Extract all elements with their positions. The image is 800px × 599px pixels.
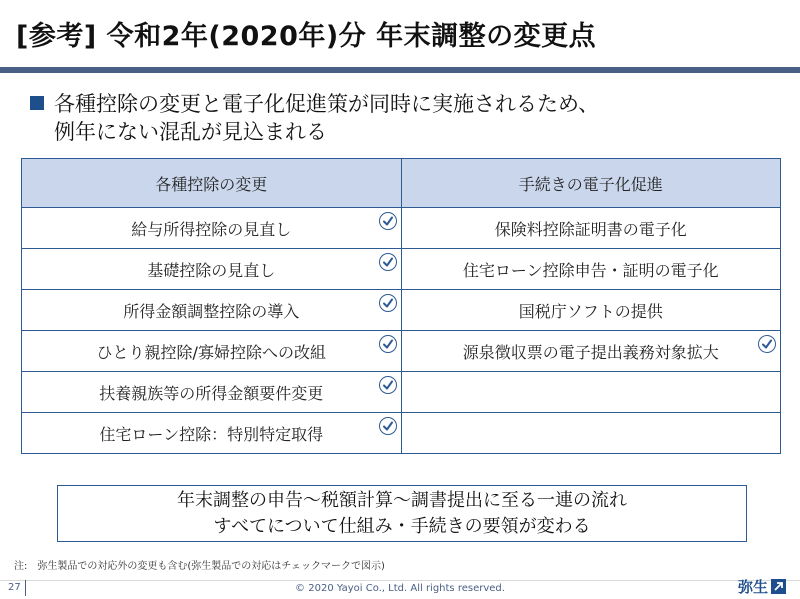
deduction-change-cell xyxy=(22,372,402,412)
deduction-change-cell xyxy=(22,249,402,289)
bullet-line-1: 各種控除の変更と電子化促進策が同時に実施されるため、 xyxy=(54,92,600,116)
digitalization-cell xyxy=(402,208,781,248)
header-deduction-changes: 各種控除の変更 xyxy=(22,159,402,207)
check-circle-icon xyxy=(379,335,397,353)
table-row xyxy=(22,330,780,371)
footer-divider xyxy=(0,580,800,581)
footnote-label: 注: xyxy=(14,561,28,572)
page-number: 27 xyxy=(8,582,21,593)
table-header-row xyxy=(22,159,780,207)
check-circle-icon xyxy=(379,294,397,312)
bullet-point xyxy=(30,90,774,146)
yayoi-logo xyxy=(738,576,786,597)
summary-box xyxy=(57,485,747,542)
slide-title: [参考] 令和2年(2020年)分 年末調整の変更点 xyxy=(16,21,597,52)
table-row xyxy=(22,289,780,330)
yayoi-logo-icon xyxy=(771,579,786,594)
digitalization-cell xyxy=(402,290,781,330)
title-divider xyxy=(0,67,800,73)
table-body xyxy=(22,207,780,453)
cell-text: 住宅ローン控除：特別特定取得 xyxy=(99,424,324,444)
check-circle-icon xyxy=(379,212,397,230)
deduction-change-cell xyxy=(22,208,402,248)
bullet-line-2: 例年にない混乱が見込まれる xyxy=(54,120,327,144)
check-circle-icon xyxy=(758,335,776,353)
cell-text: 保険料控除証明書の電子化 xyxy=(494,219,687,239)
check-circle-icon xyxy=(379,376,397,394)
copyright: © 2020 Yayoi Co., Ltd. All rights reserved. xyxy=(295,583,505,594)
cell-text: 住宅ローン控除申告・証明の電子化 xyxy=(462,260,719,280)
bullet-text xyxy=(54,90,774,146)
table-row xyxy=(22,207,780,248)
cell-text: 国税庁ソフトの提供 xyxy=(518,301,663,321)
cell-text: 基礎控除の見直し xyxy=(147,260,276,280)
digitalization-cell xyxy=(402,372,781,412)
deduction-change-cell xyxy=(22,331,402,371)
summary-line-1: 年末調整の申告～税額計算～調書提出に至る一連の流れ xyxy=(177,489,627,511)
digitalization-cell xyxy=(402,249,781,289)
deduction-change-cell xyxy=(22,413,402,453)
header-digitalization: 手続きの電子化促進 xyxy=(518,174,663,194)
cell-text: 所得金額調整控除の導入 xyxy=(123,301,300,321)
deduction-change-cell xyxy=(22,290,402,330)
digitalization-cell xyxy=(402,413,781,453)
cell-text: 扶養親族等の所得金額要件変更 xyxy=(99,383,324,403)
digitalization-cell xyxy=(402,331,781,371)
table-row xyxy=(22,248,780,289)
check-circle-icon xyxy=(379,253,397,271)
square-bullet-icon xyxy=(30,96,44,110)
cell-text: 給与所得控除の見直し xyxy=(131,219,292,239)
footnote-text: 弥生製品での対応外の変更も含む(弥生製品での対応はチェックマークで図示) xyxy=(37,561,385,572)
cell-text: 源泉徴収票の電子提出義務対象拡大 xyxy=(462,342,719,362)
check-circle-icon xyxy=(379,417,397,435)
cell-text: ひとり親控除/寡婦控除への改組 xyxy=(96,342,326,362)
summary-line-2: すべてについて仕組み・手続きの要領が変わる xyxy=(213,515,591,537)
table-row xyxy=(22,371,780,412)
logo-text: 弥生 xyxy=(737,578,768,596)
table-row xyxy=(22,412,780,453)
changes-table xyxy=(21,158,781,454)
footnote xyxy=(14,557,385,572)
